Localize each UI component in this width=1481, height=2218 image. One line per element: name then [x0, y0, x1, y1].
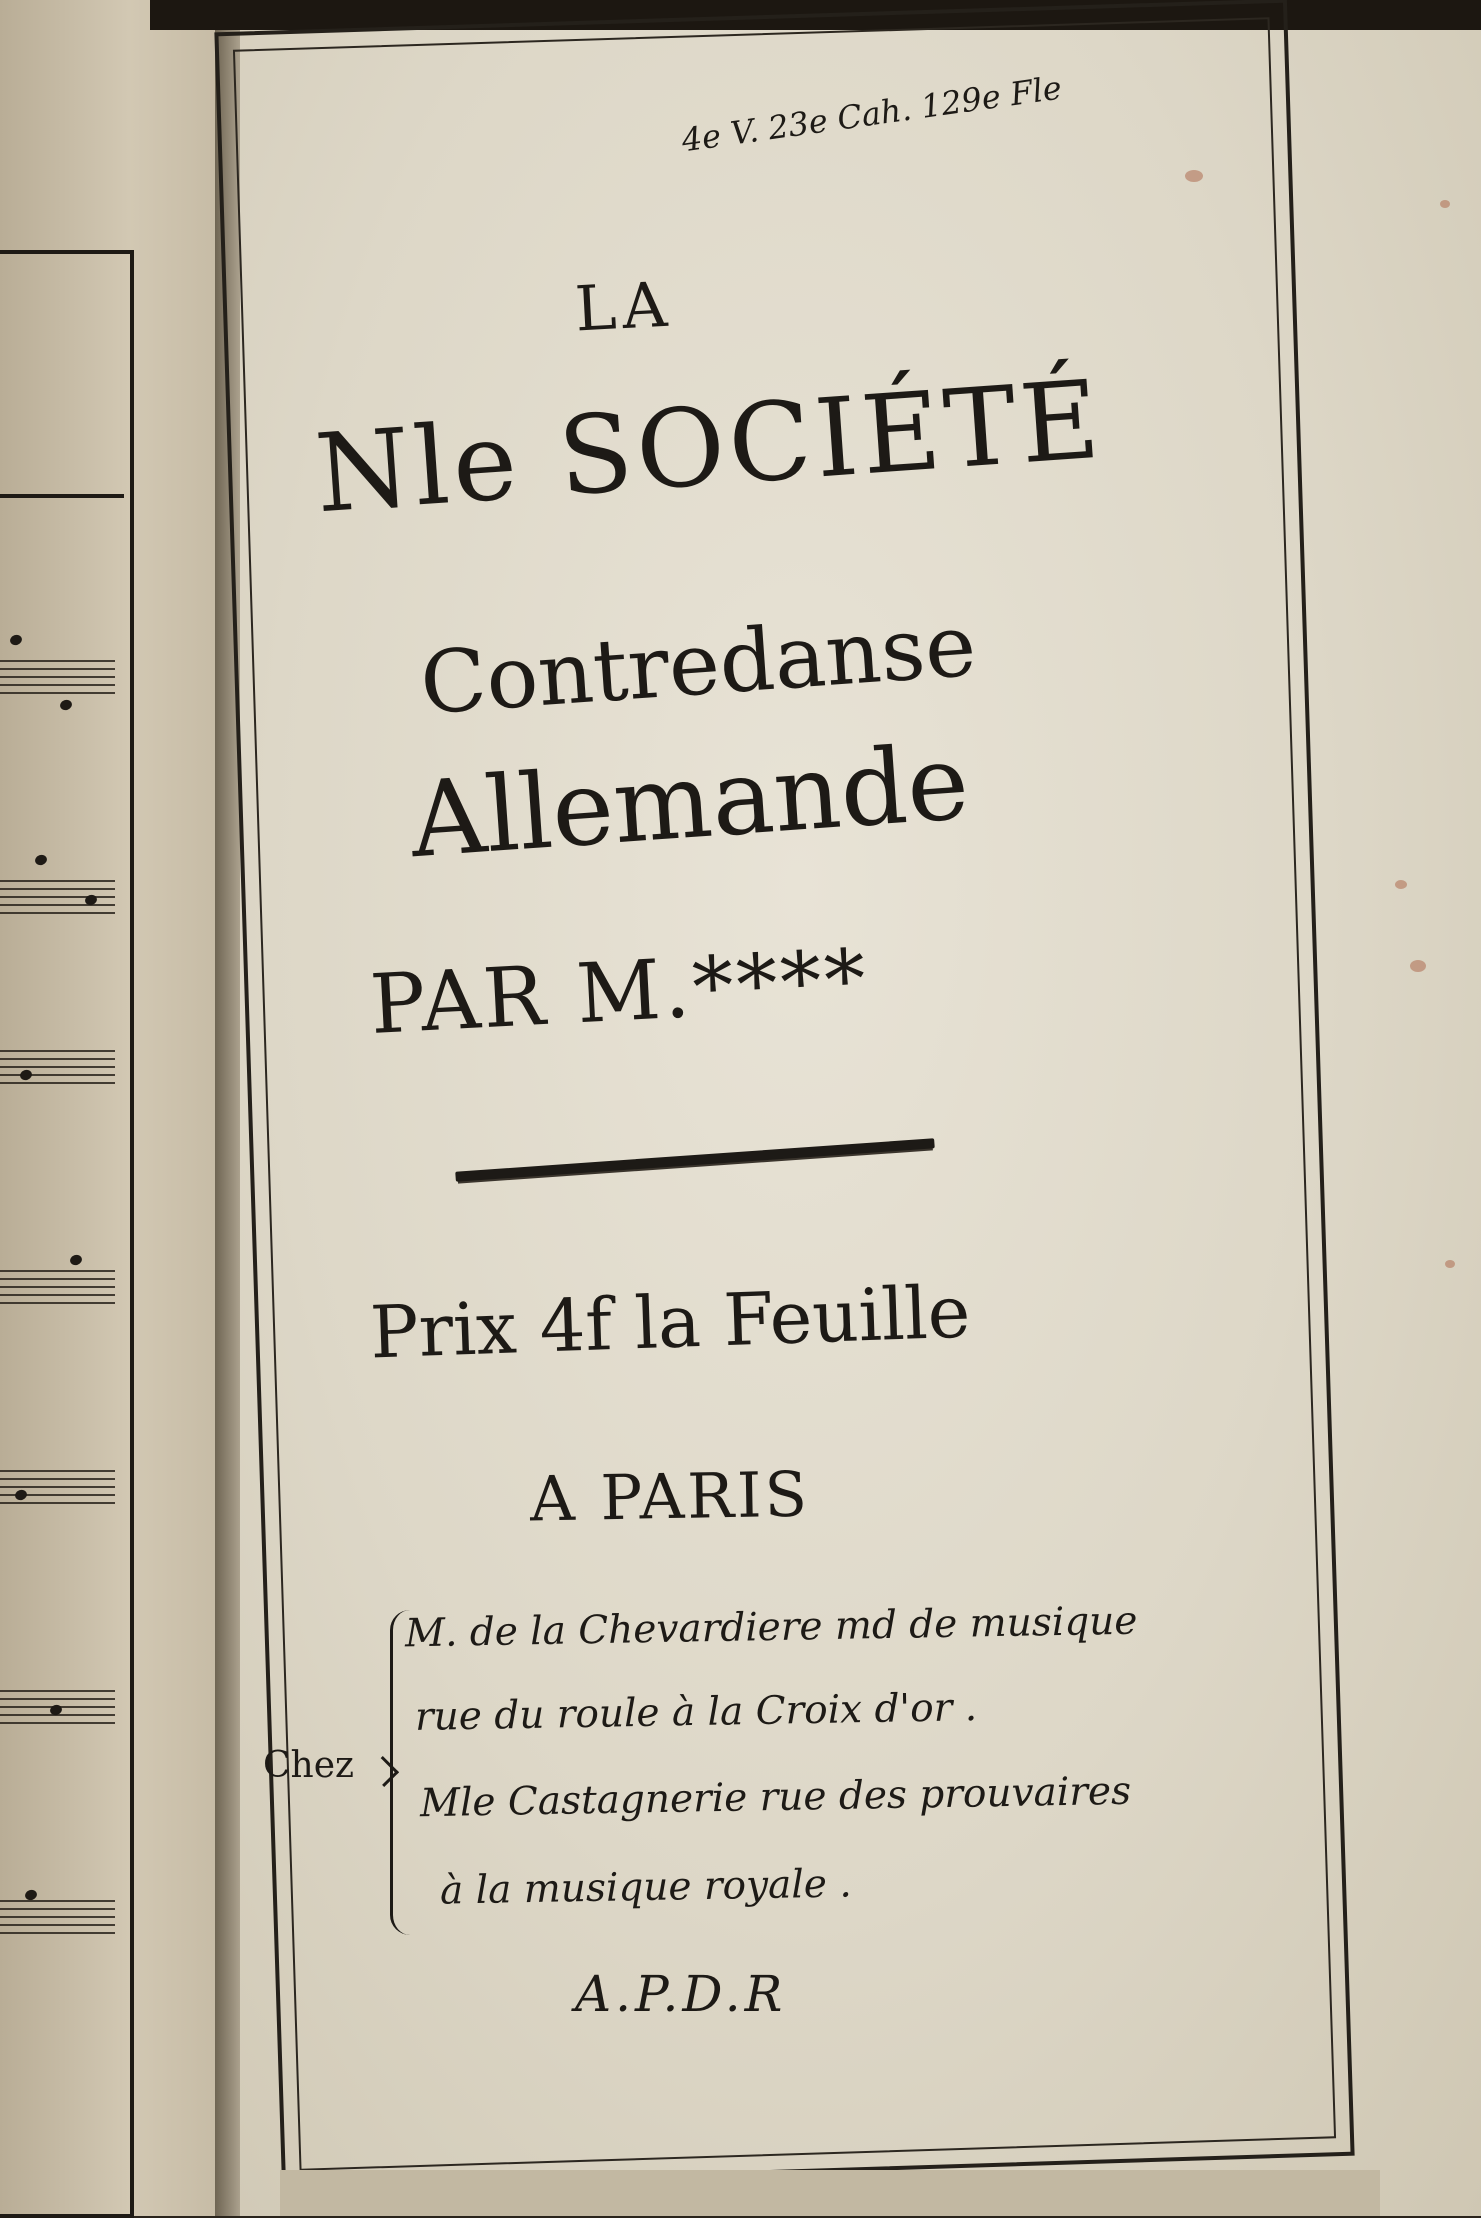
foxing-spot — [1410, 960, 1426, 972]
foxing-spot — [1440, 200, 1450, 208]
subtitle-line-1: Contredanse — [417, 595, 980, 735]
title-page-frame — [214, 0, 1354, 2189]
music-staff — [0, 1270, 115, 1304]
music-page-rule — [0, 254, 124, 498]
music-staff — [0, 1900, 115, 1934]
price-line: Prix 4f la Feuille — [368, 1269, 972, 1375]
address-line: rue du roule à la Croix d'or . — [414, 1685, 978, 1740]
author-line: PAR M.**** — [367, 932, 871, 1053]
page-title: Nle SOCIÉTÉ — [311, 357, 1108, 538]
shelfmark: 4e V. 23e Cah. 129e Fle — [679, 68, 1065, 160]
address-line: à la musique royale . — [439, 1861, 853, 1914]
page-bottom-edge — [280, 2170, 1380, 2216]
music-staff — [0, 880, 115, 914]
place-line: A PARIS — [529, 1457, 811, 1536]
privilege-mark: A.P.D.R — [575, 1965, 787, 2023]
foxing-spot — [1445, 1260, 1455, 1268]
music-staff — [0, 1050, 115, 1084]
title-article: LA — [573, 267, 675, 346]
facing-music-page — [0, 0, 215, 2216]
foxing-spot — [1395, 880, 1407, 889]
address-line: Mle Castagnerie rue des prouvaires — [419, 1768, 1132, 1827]
curly-brace — [390, 1610, 421, 1935]
subtitle-line-2: Allemande — [406, 720, 973, 882]
music-staff — [0, 660, 115, 694]
address-line: M. de la Chevardiere md de musique — [404, 1598, 1138, 1657]
chez-label: Chez — [263, 1745, 355, 1786]
foxing-spot — [1185, 170, 1203, 182]
